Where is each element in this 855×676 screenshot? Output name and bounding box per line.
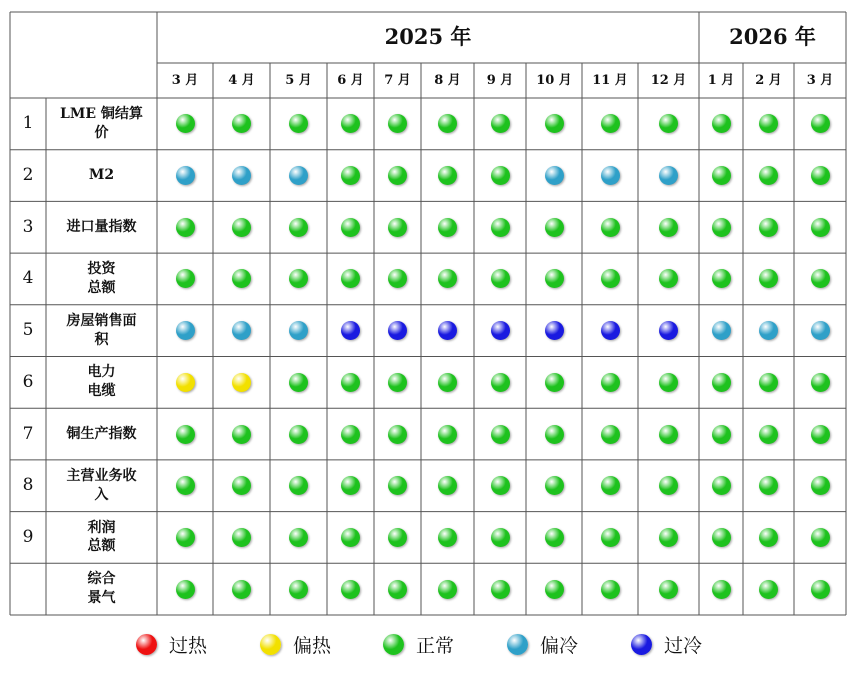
status-dot — [232, 218, 251, 237]
status-dot — [601, 269, 620, 288]
status-dot — [759, 321, 778, 340]
status-dot — [491, 476, 510, 495]
status-dot — [659, 528, 678, 547]
status-dot — [659, 218, 678, 237]
indicator-name: 综合 景气 — [87, 571, 116, 607]
month-header: 9 月 — [486, 72, 514, 88]
status-dot — [289, 321, 308, 340]
row-number: 9 — [22, 526, 34, 547]
status-dot — [712, 321, 731, 340]
status-dot — [545, 373, 564, 392]
indicator-name: 主营业务收 入 — [66, 467, 137, 503]
status-dot — [289, 425, 308, 444]
legend-dot — [383, 634, 404, 655]
legend-item — [507, 630, 578, 658]
row-number: 5 — [22, 320, 34, 341]
status-dot — [341, 218, 360, 237]
status-dot — [388, 528, 407, 547]
status-dot — [759, 373, 778, 392]
status-dot — [811, 373, 830, 392]
month-header: 3 月 — [171, 72, 199, 88]
status-dot — [438, 321, 457, 340]
status-dot — [341, 321, 360, 340]
indicator-name: 进口量指数 — [66, 218, 137, 235]
status-dot — [289, 528, 308, 547]
status-dot — [712, 425, 731, 444]
status-dot — [759, 580, 778, 599]
legend-label: 偏热 — [293, 634, 332, 657]
status-dot — [712, 218, 731, 237]
legend-label: 正常 — [416, 634, 455, 657]
status-dot — [659, 373, 678, 392]
status-dot — [341, 580, 360, 599]
status-dot — [491, 425, 510, 444]
legend-dot — [260, 634, 281, 655]
status-dot — [388, 218, 407, 237]
status-dot — [491, 373, 510, 392]
status-dot — [388, 166, 407, 185]
status-dot — [659, 580, 678, 599]
status-dot — [232, 580, 251, 599]
status-dot — [289, 218, 308, 237]
status-dot — [438, 528, 457, 547]
status-dot — [811, 114, 830, 133]
status-dot — [811, 218, 830, 237]
status-dot — [545, 321, 564, 340]
status-dot — [811, 528, 830, 547]
status-dot — [232, 373, 251, 392]
status-dot — [176, 321, 195, 340]
status-dot — [491, 580, 510, 599]
status-dot — [601, 476, 620, 495]
status-dot — [811, 425, 830, 444]
month-header: 4 月 — [228, 72, 255, 88]
status-dot — [176, 218, 195, 237]
status-dot — [811, 269, 830, 288]
legend-item — [136, 630, 207, 658]
status-dot — [712, 528, 731, 547]
indicator-name: 铜生产指数 — [66, 425, 137, 442]
status-dot — [438, 218, 457, 237]
legend-item — [383, 630, 454, 658]
status-dot — [545, 580, 564, 599]
status-dot — [491, 528, 510, 547]
status-dot — [712, 166, 731, 185]
status-dot — [759, 218, 778, 237]
status-dot — [601, 580, 620, 599]
year-header: 2025 年 — [384, 24, 472, 50]
status-dot — [712, 114, 731, 133]
status-dot — [176, 373, 195, 392]
status-dot — [601, 528, 620, 547]
row-number: 8 — [22, 475, 34, 496]
status-dot — [289, 580, 308, 599]
status-dot — [491, 166, 510, 185]
row-number: 2 — [22, 165, 34, 186]
status-dot — [341, 373, 360, 392]
status-dot — [491, 218, 510, 237]
row-number: 6 — [22, 371, 34, 392]
status-dot — [176, 580, 195, 599]
status-dot — [388, 580, 407, 599]
status-dot — [491, 114, 510, 133]
month-header: 3 月 — [806, 72, 834, 88]
month-header: 8 月 — [434, 72, 461, 88]
status-dot — [176, 114, 195, 133]
indicator-name: 房屋销售面 积 — [66, 312, 137, 348]
month-header: 11 月 — [592, 72, 628, 88]
indicator-name: M2 — [88, 167, 115, 184]
status-dot — [438, 580, 457, 599]
status-dot — [811, 321, 830, 340]
legend-label: 过热 — [169, 634, 208, 657]
status-dot — [232, 425, 251, 444]
indicator-name: LME 铜结算 价 — [60, 105, 143, 141]
legend-label: 过冷 — [664, 634, 703, 657]
status-dot — [388, 321, 407, 340]
status-dot — [601, 218, 620, 237]
status-dot — [232, 528, 251, 547]
status-dot — [601, 166, 620, 185]
legend-item — [631, 630, 702, 658]
status-dot — [811, 476, 830, 495]
status-dot — [341, 425, 360, 444]
status-dot — [601, 321, 620, 340]
indicator-name: 电力 电缆 — [87, 364, 116, 400]
status-dot — [176, 425, 195, 444]
status-dot — [759, 166, 778, 185]
status-dot — [811, 580, 830, 599]
status-dot — [545, 269, 564, 288]
month-header: 1 月 — [707, 72, 735, 88]
status-dot — [232, 166, 251, 185]
status-dot — [491, 269, 510, 288]
status-dot — [601, 373, 620, 392]
status-dot — [659, 166, 678, 185]
status-dot — [491, 321, 510, 340]
legend-dot — [507, 634, 528, 655]
month-header: 7 月 — [384, 72, 411, 88]
month-header: 10 月 — [536, 72, 572, 88]
status-dot — [289, 166, 308, 185]
status-dot — [545, 528, 564, 547]
status-dot — [659, 321, 678, 340]
status-dot — [759, 528, 778, 547]
status-dot — [659, 425, 678, 444]
status-dot — [438, 373, 457, 392]
status-dot — [712, 373, 731, 392]
status-dot — [759, 425, 778, 444]
status-dot — [176, 528, 195, 547]
legend-label: 偏冷 — [540, 634, 579, 657]
status-dot — [341, 528, 360, 547]
row-number — [10, 563, 46, 615]
legend-dot — [631, 634, 652, 655]
status-dot — [712, 269, 731, 288]
row-number: 7 — [22, 423, 34, 444]
row-number: 4 — [22, 268, 34, 289]
status-dot — [341, 166, 360, 185]
status-dot — [176, 166, 195, 185]
status-dot — [601, 114, 620, 133]
status-dot — [545, 166, 564, 185]
status-dot — [176, 269, 195, 288]
status-dot — [438, 166, 457, 185]
indicator-name: 利润 总额 — [87, 519, 116, 555]
legend-dot — [136, 634, 157, 655]
status-dot — [388, 425, 407, 444]
row-number: 3 — [22, 216, 34, 237]
legend-item — [260, 630, 331, 658]
status-dot — [712, 476, 731, 495]
year-header: 2026 年 — [729, 24, 816, 50]
status-dot — [811, 166, 830, 185]
month-header: 5 月 — [285, 72, 312, 88]
status-dot — [601, 425, 620, 444]
status-dot — [545, 218, 564, 237]
status-dot — [545, 114, 564, 133]
status-dot — [388, 373, 407, 392]
month-header: 12 月 — [650, 72, 687, 88]
indicator-name: 投资 总额 — [87, 261, 116, 296]
month-header: 6 月 — [337, 72, 364, 88]
status-dot — [712, 580, 731, 599]
status-dot — [289, 373, 308, 392]
status-dot — [176, 476, 195, 495]
row-number: 1 — [22, 113, 34, 134]
status-dot — [232, 321, 251, 340]
status-dot — [545, 425, 564, 444]
status-dot — [545, 476, 564, 495]
month-header: 2 月 — [755, 72, 782, 88]
status-dot — [438, 425, 457, 444]
